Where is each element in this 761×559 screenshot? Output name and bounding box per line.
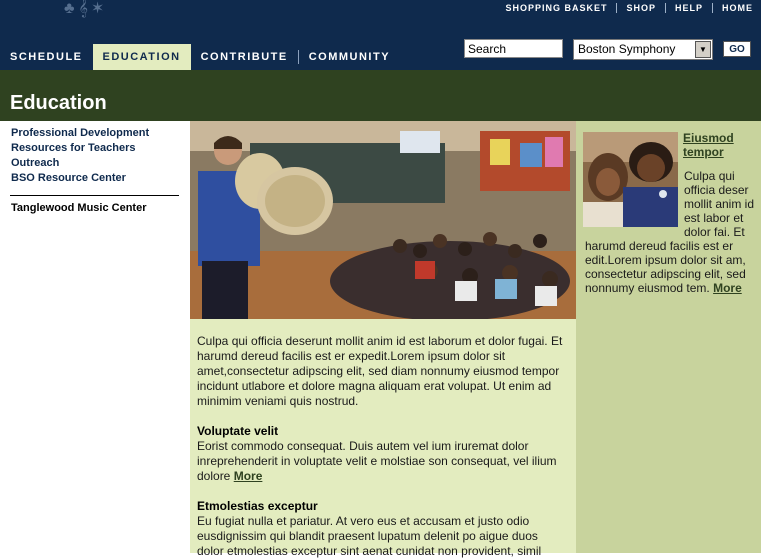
main-content — [190, 319, 576, 558]
classroom-illustration — [190, 121, 576, 319]
orchestra-select[interactable] — [573, 39, 713, 60]
nav-item-professional-development[interactable]: Professional Development — [11, 127, 150, 139]
shopping-basket-link[interactable]: SHOPPING BASKET — [505, 3, 608, 13]
intro-text: Culpa qui officia deserunt mollit anim id est laborum et dolor fugai. Et harumd dereud facilis est er expedit.Lorem ipsum dolor sit amet,consectetur adipscing elit, sed diam nonnumy eiusmod tempor incidunt utlabore et dolore magna aliquam erat volupat. Ut enim ad minimim veniami quis nostrud. — [197, 334, 563, 408]
page-title: Education — [10, 92, 107, 114]
feature-text — [585, 169, 757, 295]
tab-education[interactable]: EDUCATION — [93, 44, 191, 70]
util-divider — [712, 3, 713, 13]
tab-schedule[interactable]: SCHEDULE — [10, 51, 83, 63]
main-nav — [0, 44, 400, 70]
classroom-photo — [190, 121, 576, 319]
title-bar — [0, 70, 761, 121]
top-header — [0, 0, 761, 70]
logo[interactable]: ♣𝄞✶ — [64, 0, 108, 17]
more-link[interactable]: More — [233, 469, 263, 483]
chevron-down-icon[interactable]: ▼ — [695, 41, 711, 58]
left-nav — [0, 121, 190, 553]
go-button[interactable]: GO — [723, 41, 751, 57]
select-value: Boston Symphony — [578, 42, 676, 56]
home-link[interactable]: HOME — [722, 3, 753, 13]
nav-item-outreach[interactable]: Outreach — [11, 157, 60, 169]
util-divider — [665, 3, 666, 13]
tab-contribute[interactable]: CONTRIBUTE — [200, 51, 288, 63]
nav-divider — [10, 195, 179, 196]
utility-links — [505, 3, 753, 13]
photo-wrap-spacer — [585, 169, 684, 230]
section-heading: Voluptate velit — [197, 424, 279, 438]
tab-community[interactable]: COMMUNITY — [308, 51, 391, 63]
feature-title-link[interactable]: Eiusmod tempor — [683, 131, 734, 159]
section-body: Eu fugiat nulla et pariatur. At vero eus et accusam et justo odio eusdignissim qui blandit praesent lupatum delenit po aigue duos dolor etmolestias exceptur sint aenat cunidat non provident, simil — [197, 514, 542, 558]
help-link[interactable]: HELP — [674, 3, 703, 13]
nav-item-resources-for-teachers[interactable]: Resources for Teachers — [11, 142, 136, 154]
feature-body: Culpa qui officia deser mollit anim id est labor et dolor fai. Et harumd dereud facilis est er edit.Lorem ipsum dolor sit am, consectetur adipscing elit, sed nonnumy eiusmod tem. — [585, 169, 755, 295]
util-divider — [616, 3, 617, 13]
section-body-text: Eorist commodo consequat. Duis autem vel ium iruremat dolor inreprehenderit in voluptate velit e molstiae son consequat, vel ilium dolore — [197, 439, 557, 483]
search-input[interactable] — [464, 39, 563, 58]
feature-sidebar — [576, 121, 761, 553]
section-heading: Etmolestias exceptur — [197, 499, 318, 513]
section-body — [197, 439, 567, 484]
shop-link[interactable]: SHOP — [626, 3, 656, 13]
nav-item-tanglewood[interactable]: Tanglewood Music Center — [11, 202, 147, 214]
more-link[interactable]: More — [713, 281, 742, 295]
nav-item-bso-resource-center[interactable]: BSO Resource Center — [11, 172, 126, 184]
